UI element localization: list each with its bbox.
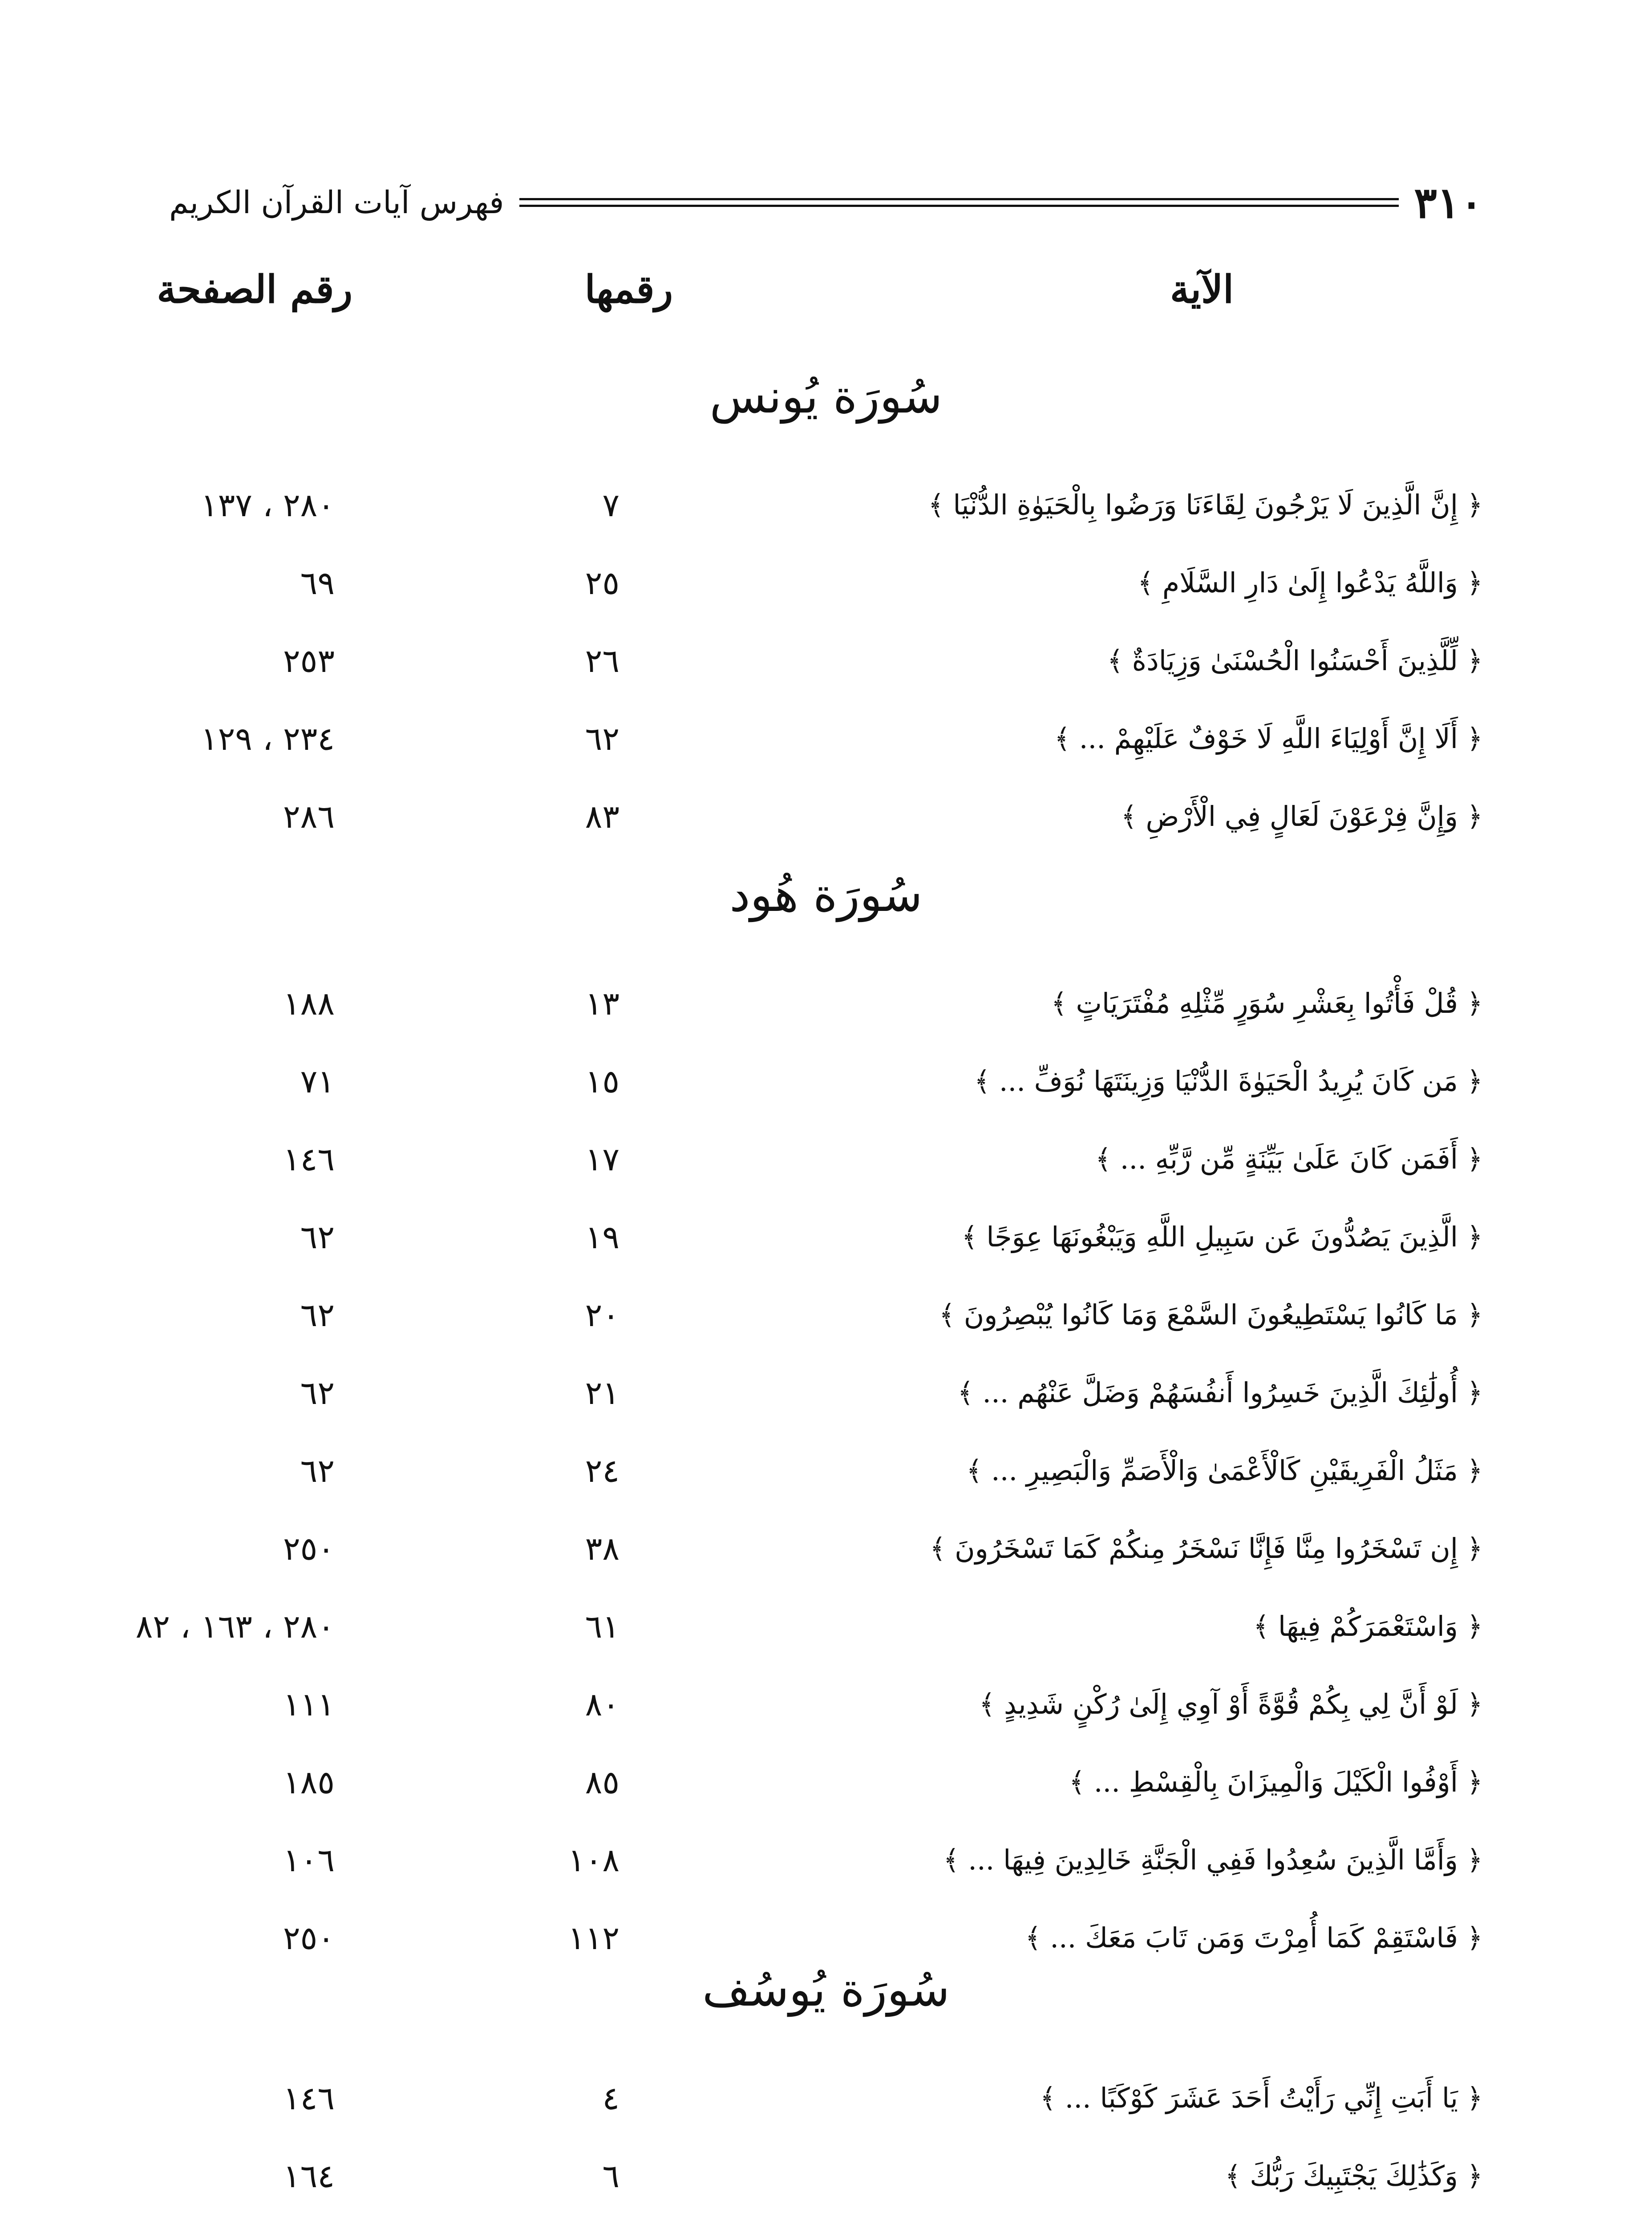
verse-text: ﴿ وَإِنَّ فِرْعَوْنَ لَعَالٍ فِي الْأَرْضِ ﴾ xyxy=(1121,800,1483,833)
verse-number: ٢١ xyxy=(585,1374,620,1412)
page-references: ٢٣٤ ، ١٢٩ xyxy=(200,720,335,757)
index-row xyxy=(135,1598,1483,1655)
page-references: ٢٨٠ ، ١٣٧ xyxy=(200,486,335,524)
index-row xyxy=(169,1208,1483,1266)
page-references: ٢٨٦ xyxy=(283,798,335,835)
verse-number: ٨٥ xyxy=(585,1764,620,1801)
verse-number: ٢٥ xyxy=(585,564,620,602)
verse-text: ﴿ وَكَذَٰلِكَ يَجْتَبِيكَ رَبُّكَ ﴾ xyxy=(1225,2160,1483,2192)
page-references: ١٨٨ xyxy=(283,985,335,1022)
index-row xyxy=(169,1130,1483,1188)
verse-text: ﴿ وَاللَّهُ يَدْعُوا إِلَىٰ دَارِ السَّلَامِ ﴾ xyxy=(1137,566,1483,599)
verse-text: ﴿ أَفَمَن كَانَ عَلَىٰ بَيِّنَةٍ مِّن رَّبِّهِ ... ﴾ xyxy=(1095,1143,1483,1175)
index-row xyxy=(169,2147,1483,2205)
verse-text: ﴿ يَا أَبَتِ إِنِّي رَأَيْتُ أَحَدَ عَشَرَ كَوْكَبًا ... ﴾ xyxy=(1040,2082,1483,2114)
page-references: ٢٥٣ xyxy=(283,642,335,680)
index-row xyxy=(169,1286,1483,1344)
verse-number: ٣٨ xyxy=(585,1530,620,1567)
verse-text: ﴿ أَوْفُوا الْكَيْلَ وَالْمِيزَانَ بِالْقِسْطِ ... ﴾ xyxy=(1069,1766,1483,1798)
verse-text: ﴿ فَاسْتَقِمْ كَمَا أُمِرْتَ وَمَن تَابَ مَعَكَ ... ﴾ xyxy=(1025,1922,1483,1954)
verse-text: ﴿ مَن كَانَ يُرِيدُ الْحَيَوٰةَ الدُّنْيَا وَزِينَتَهَا نُوَفِّ ... ﴾ xyxy=(974,1065,1483,1097)
index-row xyxy=(169,975,1483,1032)
verse-text: ﴿ أَلَا إِنَّ أَوْلِيَاءَ اللَّهِ لَا خَوْفٌ عَلَيْهِمْ ... ﴾ xyxy=(1054,722,1483,755)
verse-number: ١٠٨ xyxy=(567,1841,620,1879)
index-row xyxy=(169,2069,1483,2127)
page-references: ١٠٦ xyxy=(283,1841,335,1879)
page-references: ١٨٥ xyxy=(283,1764,335,1801)
verse-number: ١٩ xyxy=(585,1218,620,1256)
index-row xyxy=(169,1753,1483,1811)
verse-text: ﴿ مَا كَانُوا يَسْتَطِيعُونَ السَّمْعَ وَمَا كَانُوا يُبْصِرُونَ ﴾ xyxy=(939,1299,1483,1331)
page-references: ١٤٦ xyxy=(283,2079,335,2117)
index-row xyxy=(169,1520,1483,1578)
column-header-number: رقمها xyxy=(584,267,673,312)
page-references: ١٦٤ xyxy=(283,2157,335,2195)
verse-number: ٦٢ xyxy=(585,720,620,757)
surah-heading: سُورَة يُونس xyxy=(709,369,943,424)
verse-number: ٢٤ xyxy=(585,1452,620,1489)
verse-text: ﴿ مَثَلُ الْفَرِيقَيْنِ كَالْأَعْمَىٰ وَالْأَصَمِّ وَالْبَصِيرِ ... ﴾ xyxy=(966,1454,1483,1487)
page-references: ٦٢ xyxy=(300,1296,335,1334)
verse-number: ٨٠ xyxy=(585,1686,620,1723)
verse-number: ١٣ xyxy=(585,985,620,1022)
column-header-page: رقم الصفحة xyxy=(157,267,352,312)
page-references: ٢٥٠ xyxy=(283,1919,335,1957)
verse-number: ١٥ xyxy=(585,1063,620,1100)
page-references: ١٤٦ xyxy=(283,1141,335,1178)
verse-text: ﴿ وَأَمَّا الَّذِينَ سُعِدُوا فَفِي الْجَنَّةِ خَالِدِينَ فِيهَا ... ﴾ xyxy=(943,1844,1483,1876)
verse-number: ٢٠ xyxy=(585,1296,620,1334)
index-row xyxy=(169,554,1483,612)
verse-number: ٨٣ xyxy=(585,798,620,835)
index-row xyxy=(169,632,1483,690)
page-references: ٦٢ xyxy=(300,1218,335,1256)
index-row xyxy=(169,788,1483,846)
index-row xyxy=(169,1909,1483,1967)
index-row xyxy=(169,1052,1483,1110)
page-number: ٣١٠ xyxy=(1414,177,1483,228)
verse-number: ١٧ xyxy=(585,1141,620,1178)
index-row xyxy=(169,1442,1483,1500)
surah-heading: سُورَة يُوسُف xyxy=(702,1962,950,2017)
verse-text: ﴿ الَّذِينَ يَصُدُّونَ عَن سَبِيلِ اللَّهِ وَيَبْغُونَهَا عِوَجًا ﴾ xyxy=(961,1221,1483,1253)
verse-number: ٤ xyxy=(602,2079,620,2117)
verse-text: ﴿ لِّلَّذِينَ أَحْسَنُوا الْحُسْنَىٰ وَزِيَادَةٌ ﴾ xyxy=(1107,644,1483,677)
verse-number: ٧ xyxy=(602,486,620,524)
running-title: فهرس آيات القرآن الكريم xyxy=(169,184,504,221)
index-row xyxy=(169,1675,1483,1733)
verse-number: ٦١ xyxy=(585,1608,620,1645)
page-references: ٧١ xyxy=(300,1063,335,1100)
verse-text: ﴿ قُلْ فَأْتُوا بِعَشْرِ سُوَرٍ مِّثْلِهِ مُفْتَرَيَاتٍ ﴾ xyxy=(1051,987,1483,1019)
index-row xyxy=(169,1831,1483,1889)
index-row xyxy=(169,476,1483,534)
page-references: ٢٨٠ ، ١٦٣ ، ٨٢ xyxy=(135,1608,335,1645)
surah-heading: سُورَة هُود xyxy=(729,868,923,922)
verse-text: ﴿ وَاسْتَعْمَرَكُمْ فِيهَا ﴾ xyxy=(1253,1610,1483,1642)
column-header-verse: الآية xyxy=(1170,267,1234,312)
page-references: ١١١ xyxy=(283,1686,335,1723)
verse-text: ﴿ إِنَّ الَّذِينَ لَا يَرْجُونَ لِقَاءَنَا وَرَضُوا بِالْحَيَوٰةِ الدُّنْيَا ﴾ xyxy=(928,489,1483,521)
verse-number: ٦ xyxy=(602,2157,620,2195)
verse-number: ١١٢ xyxy=(567,1919,620,1957)
verse-text: ﴿ أُولَٰئِكَ الَّذِينَ خَسِرُوا أَنفُسَهُمْ وَضَلَّ عَنْهُم ... ﴾ xyxy=(957,1376,1483,1409)
page-references: ٦٢ xyxy=(300,1452,335,1489)
index-row xyxy=(169,1364,1483,1422)
index-row xyxy=(169,710,1483,768)
page-references: ٢٥٠ xyxy=(283,1530,335,1567)
page-references: ٦٢ xyxy=(300,1374,335,1412)
verse-text: ﴿ لَوْ أَنَّ لِي بِكُمْ قُوَّةً أَوْ آوِي إِلَىٰ رُكْنٍ شَدِيدٍ ﴾ xyxy=(979,1688,1483,1720)
page-references: ٦٩ xyxy=(300,564,335,602)
verse-number: ٢٦ xyxy=(585,642,620,680)
verse-text: ﴿ إِن تَسْخَرُوا مِنَّا فَإِنَّا نَسْخَرُ مِنكُمْ كَمَا تَسْخَرُونَ ﴾ xyxy=(930,1532,1483,1565)
